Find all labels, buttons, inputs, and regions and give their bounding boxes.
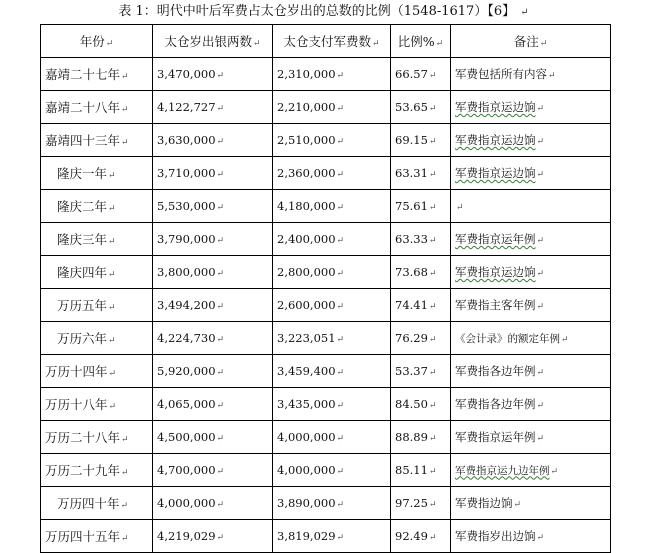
- cell-military: 3,890,000↵: [273, 487, 391, 520]
- cell-total-out: 5,530,000↵: [153, 190, 273, 223]
- cell-year: 隆庆二年↵: [41, 190, 153, 223]
- cell-total-out: 4,122,727↵: [153, 91, 273, 124]
- header-total-out: 太仓岁出银两数↵: [153, 25, 273, 58]
- header-year: 年份↵: [41, 25, 153, 58]
- cell-year: 万历六年↵: [41, 322, 153, 355]
- cell-year: 隆庆四年↵: [41, 256, 153, 289]
- header-notes: 备注↵: [451, 25, 611, 58]
- cell-ratio: 88.89↵: [391, 421, 451, 454]
- table-row: [41, 223, 611, 256]
- cell-year: 万历十八年↵: [41, 388, 153, 421]
- cell-military: 2,800,000↵: [273, 256, 391, 289]
- cell-note: 军费指京运边饷↵: [451, 157, 611, 190]
- cell-note: 军费指边饷↵: [451, 487, 611, 520]
- caption-title: 表 1：明代中叶后军费占太仓岁出的总数的比例（1548-1617）【6】: [118, 4, 516, 19]
- cell-military: 4,000,000↵: [273, 454, 391, 487]
- header-ratio: 比例%↵: [391, 25, 451, 58]
- cell-total-out: 4,500,000↵: [153, 421, 273, 454]
- cell-year: 嘉靖二十七年↵: [41, 58, 153, 91]
- table-row: [41, 388, 611, 421]
- table-row: [41, 91, 611, 124]
- cell-note: 军费指京运边饷↵: [451, 91, 611, 124]
- cell-military: 2,310,000↵: [273, 58, 391, 91]
- cell-note: 军费指京运边饷↵: [451, 124, 611, 157]
- cell-note: ↵: [451, 190, 611, 223]
- military-expense-table: [40, 24, 611, 553]
- cell-military: 3,223,051↵: [273, 322, 391, 355]
- cell-total-out: 4,000,000↵: [153, 487, 273, 520]
- table-row: [41, 322, 611, 355]
- cell-military: 3,819,029↵: [273, 520, 391, 553]
- table-row: [41, 58, 611, 91]
- cell-military: 4,180,000↵: [273, 190, 391, 223]
- table-row: [41, 256, 611, 289]
- cell-note: 军费指京运九边年例↵: [451, 454, 611, 487]
- cell-ratio: 63.33↵: [391, 223, 451, 256]
- cell-year: 万历四十五年↵: [41, 520, 153, 553]
- cell-note: 军费指主客年例↵: [451, 289, 611, 322]
- table-row: [41, 355, 611, 388]
- cell-year: 万历四十年↵: [41, 487, 153, 520]
- cell-ratio: 53.65↵: [391, 91, 451, 124]
- cell-military: 2,400,000↵: [273, 223, 391, 256]
- cell-military: 3,459,400↵: [273, 355, 391, 388]
- cell-note: 军费包括所有内容↵: [451, 58, 611, 91]
- cell-year: 万历二十九年↵: [41, 454, 153, 487]
- cell-note: 军费指京运年例↵: [451, 223, 611, 256]
- cell-military: 4,000,000↵: [273, 421, 391, 454]
- cell-year: 隆庆一年↵: [41, 157, 153, 190]
- table-row: [41, 289, 611, 322]
- cell-total-out: 3,494,200↵: [153, 289, 273, 322]
- cell-total-out: 4,219,029↵: [153, 520, 273, 553]
- cell-ratio: 97.25↵: [391, 487, 451, 520]
- table-row: [41, 454, 611, 487]
- cell-total-out: 5,920,000↵: [153, 355, 273, 388]
- cell-ratio: 92.49↵: [391, 520, 451, 553]
- table-row: [41, 520, 611, 553]
- cell-year: 隆庆三年↵: [41, 223, 153, 256]
- cell-total-out: 4,065,000↵: [153, 388, 273, 421]
- cell-year: 万历十四年↵: [41, 355, 153, 388]
- cell-note: 军费指京运年例↵: [451, 421, 611, 454]
- paragraph-mark-icon: ↵: [520, 7, 529, 18]
- table-row: [41, 421, 611, 454]
- cell-note: 《会计录》的额定年例↵: [451, 322, 611, 355]
- cell-note: 军费指岁出边饷↵: [451, 520, 611, 553]
- cell-military: 2,510,000↵: [273, 124, 391, 157]
- cell-ratio: 76.29↵: [391, 322, 451, 355]
- cell-ratio: 85.11↵: [391, 454, 451, 487]
- cell-total-out: 4,700,000↵: [153, 454, 273, 487]
- table-row: [41, 190, 611, 223]
- cell-total-out: 4,224,730↵: [153, 322, 273, 355]
- cell-ratio: 66.57↵: [391, 58, 451, 91]
- table-row: [41, 157, 611, 190]
- cell-ratio: 84.50↵: [391, 388, 451, 421]
- cell-total-out: 3,630,000↵: [153, 124, 273, 157]
- cell-note: 军费指各边年例↵: [451, 388, 611, 421]
- cell-ratio: 69.15↵: [391, 124, 451, 157]
- cell-military: 3,435,000↵: [273, 388, 391, 421]
- cell-ratio: 74.41↵: [391, 289, 451, 322]
- cell-ratio: 53.37↵: [391, 355, 451, 388]
- cell-total-out: 3,800,000↵: [153, 256, 273, 289]
- cell-military: 2,210,000↵: [273, 91, 391, 124]
- cell-note: 军费指各边年例↵: [451, 355, 611, 388]
- cell-ratio: 63.31↵: [391, 157, 451, 190]
- header-row: [41, 25, 611, 58]
- cell-military: 2,360,000↵: [273, 157, 391, 190]
- cell-year: 嘉靖二十八年↵: [41, 91, 153, 124]
- cell-year: 万历二十八年↵: [41, 421, 153, 454]
- cell-year: 万历五年↵: [41, 289, 153, 322]
- cell-military: 2,600,000↵: [273, 289, 391, 322]
- table-caption: [0, 0, 647, 24]
- header-military: 太仓支付军费数↵: [273, 25, 391, 58]
- cell-total-out: 3,470,000↵: [153, 58, 273, 91]
- cell-ratio: 73.68↵: [391, 256, 451, 289]
- cell-total-out: 3,710,000↵: [153, 157, 273, 190]
- table-row: [41, 487, 611, 520]
- cell-year: 嘉靖四十三年↵: [41, 124, 153, 157]
- table-row: [41, 124, 611, 157]
- cell-ratio: 75.61↵: [391, 190, 451, 223]
- cell-total-out: 3,790,000↵: [153, 223, 273, 256]
- cell-note: 军费指京运边饷↵: [451, 256, 611, 289]
